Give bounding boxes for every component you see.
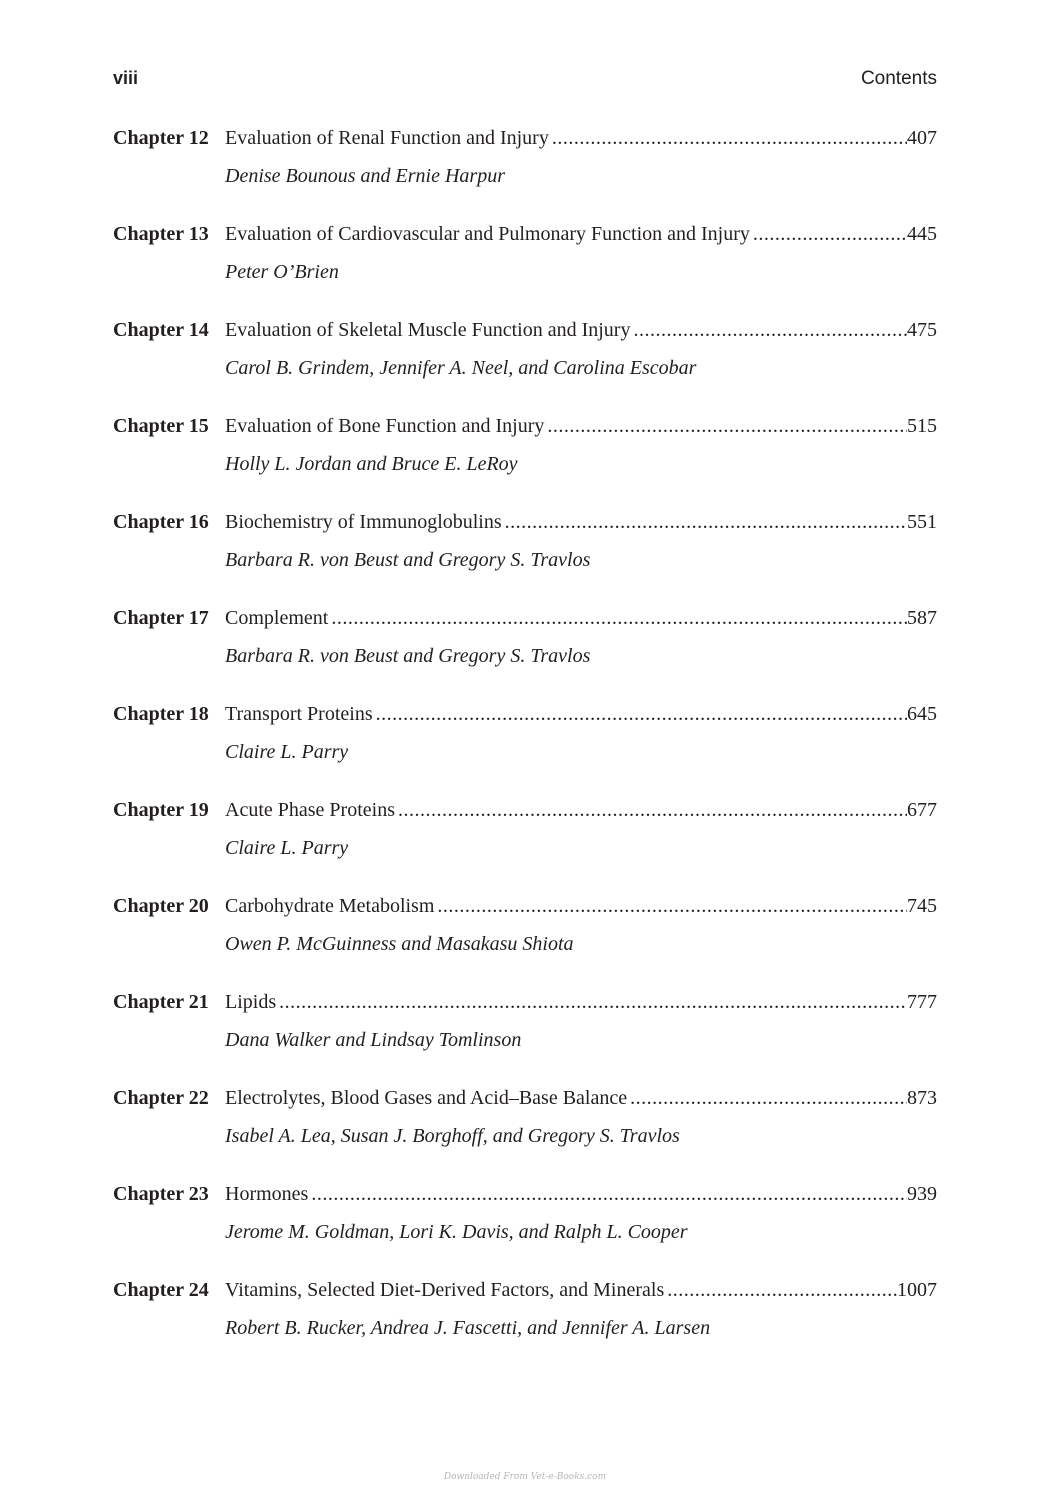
chapter-title: Biochemistry of Immunoglobulins [225,511,502,533]
chapter-authors: Owen P. McGuinness and Masakasu Shiota [225,933,574,955]
toc-entry-line [113,604,937,632]
page-number: 677 [907,799,937,821]
page-number: 407 [907,127,937,149]
chapter-authors: Dana Walker and Lindsay Tomlinson [225,1029,522,1051]
chapter-label: Chapter 16 [113,511,209,533]
toc-entry-line [113,796,937,824]
chapter-authors: Jerome M. Goldman, Lori K. Davis, and Ralph L. Cooper [225,1221,688,1243]
download-watermark: Downloaded From Vet-e-Books.com [443,1472,607,1482]
chapter-label: Chapter 12 [113,127,209,149]
chapter-label: Chapter 24 [113,1279,209,1301]
toc-entry[interactable] [113,604,937,700]
toc-entry[interactable] [113,220,937,316]
toc-entry-line [113,1084,937,1112]
toc-entry[interactable] [113,796,937,892]
chapter-authors: Robert B. Rucker, Andrea J. Fascetti, and Jennifer A. Larsen [225,1317,711,1339]
chapter-authors: Isabel A. Lea, Susan J. Borghoff, and Gregory S. Travlos [225,1125,680,1147]
toc-entry[interactable] [113,412,937,508]
dot-leader [395,796,907,824]
toc-entry-line [113,124,937,152]
toc-entry-line [113,1276,937,1304]
chapter-authors: Carol B. Grindem, Jennifer A. Neel, and Carolina Escobar [225,357,697,379]
toc-entry-line [113,316,937,344]
toc-entry[interactable] [113,508,937,604]
dot-leader [750,220,907,248]
chapter-label: Chapter 19 [113,799,209,821]
dot-leader [549,124,907,152]
chapter-title: Vitamins, Selected Diet-Derived Factors, and Minerals [225,1279,665,1301]
chapter-authors: Claire L. Parry [225,741,349,763]
toc-entry-line [113,988,937,1016]
toc-entry-line [113,892,937,920]
chapter-authors: Holly L. Jordan and Bruce E. LeRoy [225,453,518,475]
dot-leader [627,1084,907,1112]
toc-entry[interactable] [113,1084,937,1180]
dot-leader [664,1276,897,1304]
chapter-label: Chapter 20 [113,895,209,917]
page-number: 1007 [897,1279,937,1301]
table-of-contents [113,124,937,1372]
chapter-title: Evaluation of Renal Function and Injury [225,127,549,149]
chapter-label: Chapter 15 [113,415,209,437]
page-number: 745 [907,895,937,917]
page-number: 645 [907,703,937,725]
chapter-title: Transport Proteins [225,703,373,725]
chapter-authors: Barbara R. von Beust and Gregory S. Travlos [225,549,591,571]
page-number: 939 [907,1183,937,1205]
chapter-label: Chapter 18 [113,703,209,725]
toc-entry-line [113,220,937,248]
toc-entry[interactable] [113,700,937,796]
page-number: 475 [907,319,937,341]
page-number: 551 [907,511,937,533]
page-number: 777 [907,991,937,1013]
toc-entry-line [113,700,937,728]
dot-leader [434,892,907,920]
toc-entry-line [113,1180,937,1208]
page-number: 587 [907,607,937,629]
dot-leader [276,988,907,1016]
running-section-title: Contents [860,68,937,89]
chapter-authors: Denise Bounous and Ernie Harpur [225,165,505,187]
page-number: 515 [907,415,937,437]
dot-leader [328,604,907,632]
chapter-label: Chapter 13 [113,223,209,245]
dot-leader [544,412,907,440]
dot-leader [630,316,907,344]
toc-entry[interactable] [113,1180,937,1276]
running-head [113,68,937,96]
chapter-authors: Peter O’Brien [225,261,339,283]
dot-leader [502,508,907,536]
chapter-title: Evaluation of Cardiovascular and Pulmonary Function and Injury [225,223,750,245]
chapter-label: Chapter 17 [113,607,209,629]
chapter-title: Evaluation of Skeletal Muscle Function and Injury [225,319,631,341]
page-folio: viii [113,68,139,88]
chapter-title: Evaluation of Bone Function and Injury [225,415,545,437]
toc-entry[interactable] [113,1276,937,1372]
toc-entry-line [113,508,937,536]
chapter-title: Acute Phase Proteins [225,799,395,821]
chapter-title: Complement [225,607,329,629]
page-number: 445 [907,223,937,245]
chapter-title: Lipids [225,991,277,1013]
chapter-label: Chapter 21 [113,991,209,1013]
page-number: 873 [907,1087,937,1109]
chapter-title: Carbohydrate Metabolism [225,895,435,917]
chapter-title: Hormones [225,1183,309,1205]
chapter-authors: Claire L. Parry [225,837,349,859]
dot-leader [373,700,907,728]
chapter-label: Chapter 22 [113,1087,209,1109]
chapter-label: Chapter 23 [113,1183,209,1205]
chapter-authors: Barbara R. von Beust and Gregory S. Travlos [225,645,591,667]
toc-entry[interactable] [113,988,937,1084]
toc-entry[interactable] [113,316,937,412]
chapter-title: Electrolytes, Blood Gases and Acid–Base Balance [225,1087,628,1109]
toc-entry[interactable] [113,892,937,988]
chapter-label: Chapter 14 [113,319,209,341]
toc-entry[interactable] [113,124,937,220]
toc-entry-line [113,412,937,440]
dot-leader [308,1180,907,1208]
